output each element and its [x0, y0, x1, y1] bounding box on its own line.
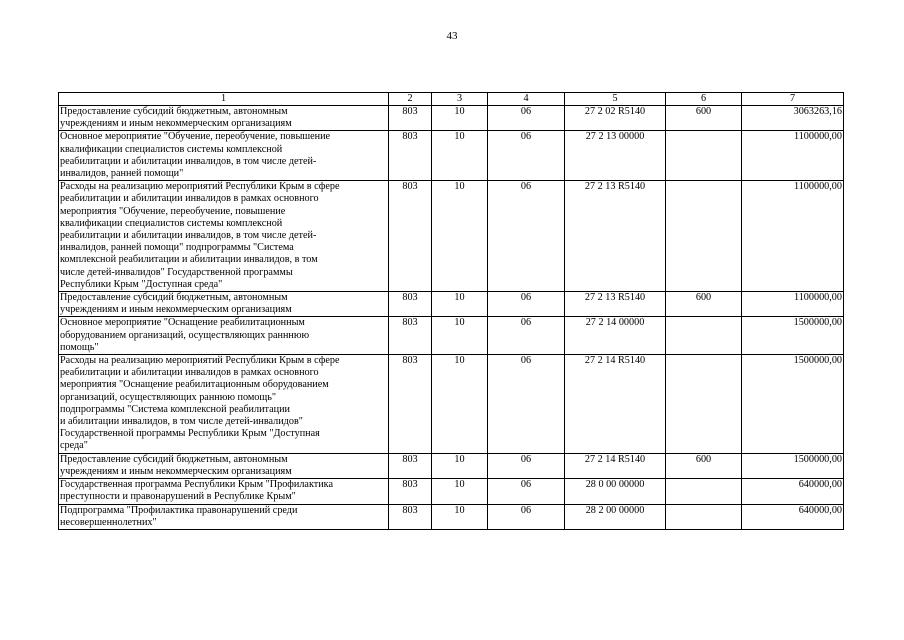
row-section: 10 — [432, 131, 488, 181]
row-subsection: 06 — [488, 355, 565, 454]
row-expense-type — [666, 479, 742, 504]
header-col-1: 1 — [59, 93, 389, 106]
row-name: Государственная программа Республики Крым "Профилактика преступности и правонарушений в Республике Крым" — [59, 479, 389, 504]
row-amount: 1100000,00 — [742, 292, 844, 317]
row-department-code: 803 — [389, 453, 432, 478]
row-subsection: 06 — [488, 131, 565, 181]
row-subsection: 06 — [488, 181, 565, 292]
row-target-article: 28 2 00 00000 — [565, 504, 666, 529]
row-subsection: 06 — [488, 453, 565, 478]
row-expense-type — [666, 504, 742, 529]
row-department-code: 803 — [389, 292, 432, 317]
row-name: Предоставление субсидий бюджетным, автономным учреждениям и иным некоммерческим организациям — [59, 106, 389, 131]
row-name: Подпрограмма "Профилактика правонарушений среди несовершеннолетних" — [59, 504, 389, 529]
header-col-6: 6 — [666, 93, 742, 106]
row-subsection: 06 — [488, 292, 565, 317]
row-expense-type — [666, 317, 742, 355]
row-subsection: 06 — [488, 504, 565, 529]
budget-table — [58, 92, 844, 530]
table-row — [59, 355, 844, 454]
row-section: 10 — [432, 479, 488, 504]
row-name: Предоставление субсидий бюджетным, автономным учреждениям и иным некоммерческим организациям — [59, 453, 389, 478]
row-target-article: 27 2 14 R5140 — [565, 355, 666, 454]
table-row — [59, 181, 844, 292]
header-col-5: 5 — [565, 93, 666, 106]
row-target-article: 27 2 14 R5140 — [565, 453, 666, 478]
row-amount: 1500000,00 — [742, 453, 844, 478]
row-expense-type: 600 — [666, 106, 742, 131]
table-row — [59, 292, 844, 317]
row-section: 10 — [432, 106, 488, 131]
row-section: 10 — [432, 317, 488, 355]
row-section: 10 — [432, 504, 488, 529]
row-expense-type — [666, 355, 742, 454]
row-subsection: 06 — [488, 106, 565, 131]
row-expense-type: 600 — [666, 453, 742, 478]
row-target-article: 27 2 02 R5140 — [565, 106, 666, 131]
row-department-code: 803 — [389, 504, 432, 529]
row-department-code: 803 — [389, 181, 432, 292]
table-row — [59, 453, 844, 478]
row-amount: 640000,00 — [742, 504, 844, 529]
row-name: Основное мероприятие "Оснащение реабилитационным оборудованием организаций, осуществляющих ранннюю помощь" — [59, 317, 389, 355]
header-col-7: 7 — [742, 93, 844, 106]
table-row — [59, 106, 844, 131]
row-name: Расходы на реализацию мероприятий Республики Крым в сфере реабилитации и абилитации инвалидов в рамках основного мероприятия "Оснащение реабилитационным оборудованием организаций, осуществляющих раннюю помощь" подпрограммы "Система комплексной реабилитации и абилитации инвалидов, в том числе детей-инвалидов" Государственной программы Республики Крым "Доступная среда" — [59, 355, 389, 454]
table-header-row — [59, 93, 844, 106]
header-col-3: 3 — [432, 93, 488, 106]
row-department-code: 803 — [389, 131, 432, 181]
row-target-article: 27 2 13 00000 — [565, 131, 666, 181]
row-subsection: 06 — [488, 479, 565, 504]
row-name: Основное мероприятие "Обучение, переобучение, повышение квалификации специалистов системы комплексной реабилитации и абилитации инвалидов, в том числе детей- инвалидов, ранней помощи" — [59, 131, 389, 181]
row-amount: 1100000,00 — [742, 181, 844, 292]
row-amount: 3063263,16 — [742, 106, 844, 131]
row-amount: 1100000,00 — [742, 131, 844, 181]
row-department-code: 803 — [389, 479, 432, 504]
page-number: 43 — [446, 30, 458, 42]
table-row — [59, 479, 844, 504]
row-department-code: 803 — [389, 317, 432, 355]
header-col-4: 4 — [488, 93, 565, 106]
row-amount: 1500000,00 — [742, 355, 844, 454]
row-expense-type — [666, 181, 742, 292]
row-name: Расходы на реализацию мероприятий Республики Крым в сфере реабилитации и абилитации инвалидов в рамках основного мероприятия "Обучение, переобучение, повышение квалификации специалистов системы комплексной реабилитации и абилитации инвалидов, в том числе детей- инвалидов, ранней помощи" подпрограммы "Система комплексной реабилитации и абилитации инвалидов, в том числе детей-инвалидов" Государственной программы Республики Крым "Доступная среда" — [59, 181, 389, 292]
row-target-article: 28 0 00 00000 — [565, 479, 666, 504]
row-department-code: 803 — [389, 106, 432, 131]
row-section: 10 — [432, 453, 488, 478]
row-expense-type: 600 — [666, 292, 742, 317]
header-col-2: 2 — [389, 93, 432, 106]
row-amount: 1500000,00 — [742, 317, 844, 355]
row-target-article: 27 2 13 R5140 — [565, 292, 666, 317]
row-target-article: 27 2 13 R5140 — [565, 181, 666, 292]
row-expense-type — [666, 131, 742, 181]
row-section: 10 — [432, 292, 488, 317]
table-row — [59, 131, 844, 181]
row-amount: 640000,00 — [742, 479, 844, 504]
table-row — [59, 504, 844, 529]
row-section: 10 — [432, 181, 488, 292]
row-department-code: 803 — [389, 355, 432, 454]
row-section: 10 — [432, 355, 488, 454]
row-subsection: 06 — [488, 317, 565, 355]
row-target-article: 27 2 14 00000 — [565, 317, 666, 355]
row-name: Предоставление субсидий бюджетным, автономным учреждениям и иным некоммерческим организациям — [59, 292, 389, 317]
table-row — [59, 317, 844, 355]
